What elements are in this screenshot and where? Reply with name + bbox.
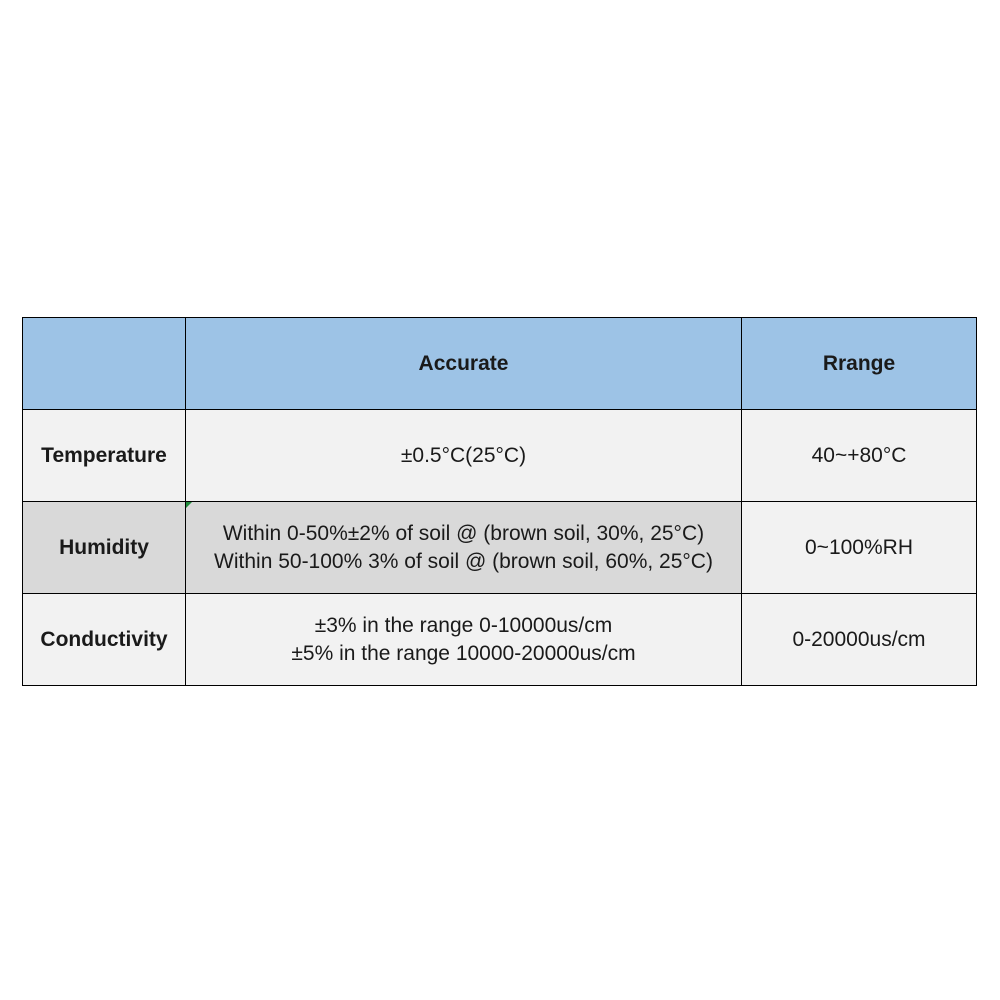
table-row-conductivity <box>23 594 977 686</box>
range-cell-humidity: 0~100%RH <box>742 502 977 594</box>
accurate-cell-conductivity <box>186 594 742 686</box>
range-cell-temperature: 40~+80°C <box>742 410 977 502</box>
table-header-row <box>23 318 977 410</box>
row-label-temperature: Temperature <box>23 410 186 502</box>
range-cell-conductivity: 0-20000us/cm <box>742 594 977 686</box>
accurate-line: ±5% in the range 10000-20000us/cm <box>291 641 636 665</box>
header-range: Rrange <box>742 318 977 410</box>
row-label-conductivity: Conductivity <box>23 594 186 686</box>
spec-table <box>22 317 977 686</box>
row-label-humidity: Humidity <box>23 502 186 594</box>
header-blank-cell <box>23 318 186 410</box>
table-row-temperature <box>23 410 977 502</box>
accurate-cell-humidity <box>186 502 742 594</box>
accurate-cell-temperature <box>186 410 742 502</box>
table-row-humidity <box>23 502 977 594</box>
accurate-line: Within 50-100% 3% of soil @ (brown soil, 60%, 25°C) <box>214 549 713 573</box>
accurate-line: ±0.5°C(25°C) <box>400 443 527 467</box>
accurate-line: ±3% in the range 0-10000us/cm <box>314 614 613 638</box>
accurate-line: Within 0-50%±2% of soil @ (brown soil, 30%, 25°C) <box>222 522 705 546</box>
header-accurate: Accurate <box>186 318 742 410</box>
